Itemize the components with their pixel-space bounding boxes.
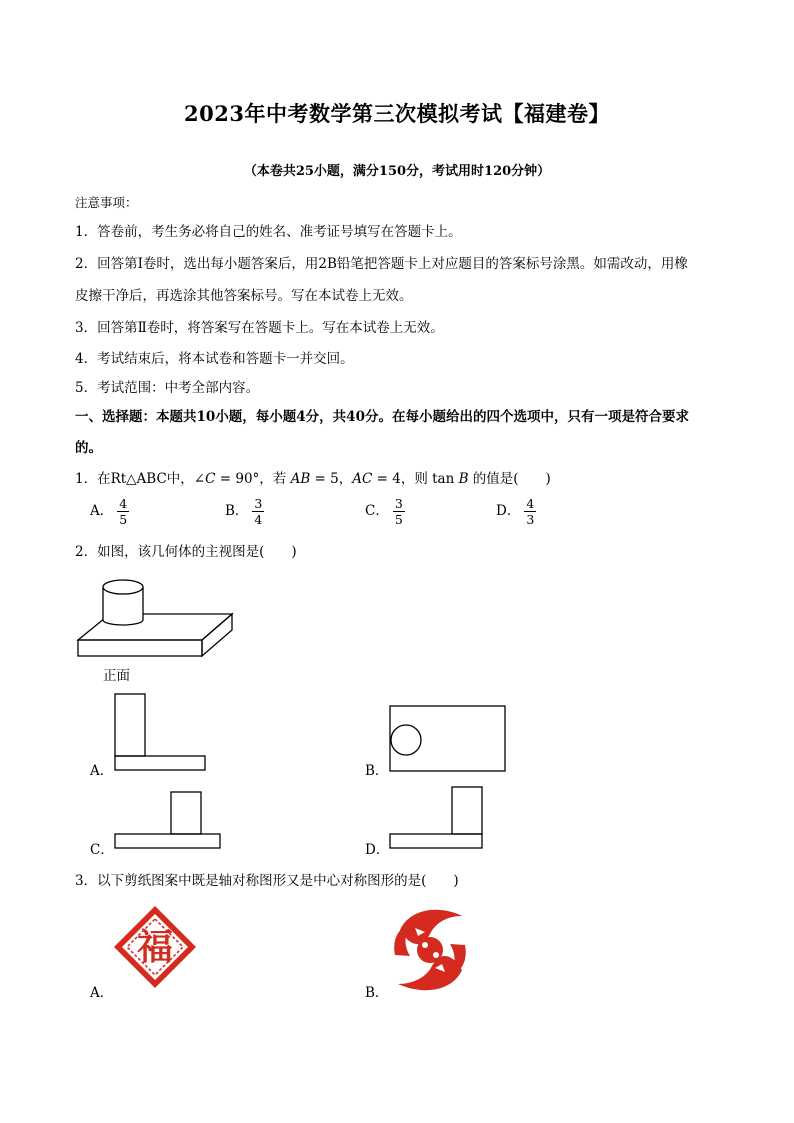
denominator: 5 [394, 512, 403, 527]
q2-option-c[interactable]: C． [90, 842, 114, 858]
papercut-b-eye [422, 942, 428, 948]
q2-option-a[interactable]: A． [90, 763, 114, 779]
figure-caption-front: 正面 [103, 668, 130, 684]
notice-item-2b: 皮擦干净后，再选涂其他答案标号。写在本试卷上无效。 [75, 288, 413, 304]
numerator: 4 [526, 496, 535, 511]
notice-item-2a: 2．回答第Ⅰ卷时，选出每小题答案后，用2B铅笔把答题卡上对应题目的答案标号涂黑。如需改动，用橡 [75, 256, 688, 272]
notice-item-1: 1．答卷前，考生务必将自己的姓名、准考证号填写在答题卡上。 [75, 224, 462, 240]
notice-item-4: 4．考试结束后，将本试卷和答题卡一并交回。 [75, 351, 354, 367]
notice-item-5: 5．考试范围：中考全部内容。 [75, 380, 260, 396]
denominator: 4 [254, 512, 263, 527]
q1-text: 1．在Rt△ABC中，∠ [75, 471, 206, 487]
section-heading-line1: 一、选择题：本题共10小题，每小题4分，共40分。在每小题给出的四个选项中，只有一项是符合要求 [75, 409, 689, 425]
q2-option-b[interactable]: B． [365, 763, 389, 779]
papercut-b-eye [433, 952, 439, 958]
q3-option-b[interactable]: B． [365, 985, 389, 1001]
q3-option-a[interactable]: A． [90, 985, 114, 1001]
q1-var-ac: AC [352, 471, 373, 487]
numerator: 4 [119, 496, 128, 511]
exam-info: （本卷共25小题，满分150分，考试用时120分钟） [243, 164, 551, 179]
denominator: 3 [526, 512, 535, 527]
q2-option-d[interactable]: D． [365, 842, 390, 858]
option-label: B． [225, 503, 249, 519]
q1-text: = 5， [310, 471, 353, 487]
q1-text: = 4，则 tan [372, 471, 459, 487]
numerator: 3 [394, 496, 403, 511]
q1-text: 的值是( ) [468, 471, 551, 487]
q1-var-c: C [205, 471, 216, 487]
q1-var-ab: AB [290, 471, 311, 487]
section-heading-line2: 的。 [75, 440, 102, 456]
page-title: 2023年中考数学第三次模拟考试【福建卷】 [184, 101, 610, 126]
q1-var-b: B [458, 471, 469, 487]
papercut-b-tail-left [394, 924, 410, 956]
papercut-b-center [417, 937, 443, 963]
denominator: 5 [119, 512, 128, 527]
notice-heading: 注意事项： [75, 195, 138, 210]
numerator: 3 [254, 496, 263, 511]
option-label: D． [496, 503, 521, 519]
option-label: A． [90, 503, 114, 519]
option-label: C． [365, 503, 389, 519]
q1-text: = 90°，若 [215, 471, 291, 487]
question-2-stem: 2．如图，该几何体的主视图是( ) [75, 544, 297, 560]
question-3-stem: 3．以下剪纸图案中既是轴对称图形又是中心对称图形的是( ) [75, 873, 459, 889]
papercut-a-character: 福 [136, 926, 173, 968]
notice-item-3: 3．回答第Ⅱ卷时，将答案写在答题卡上。写在本试卷上无效。 [75, 320, 444, 336]
